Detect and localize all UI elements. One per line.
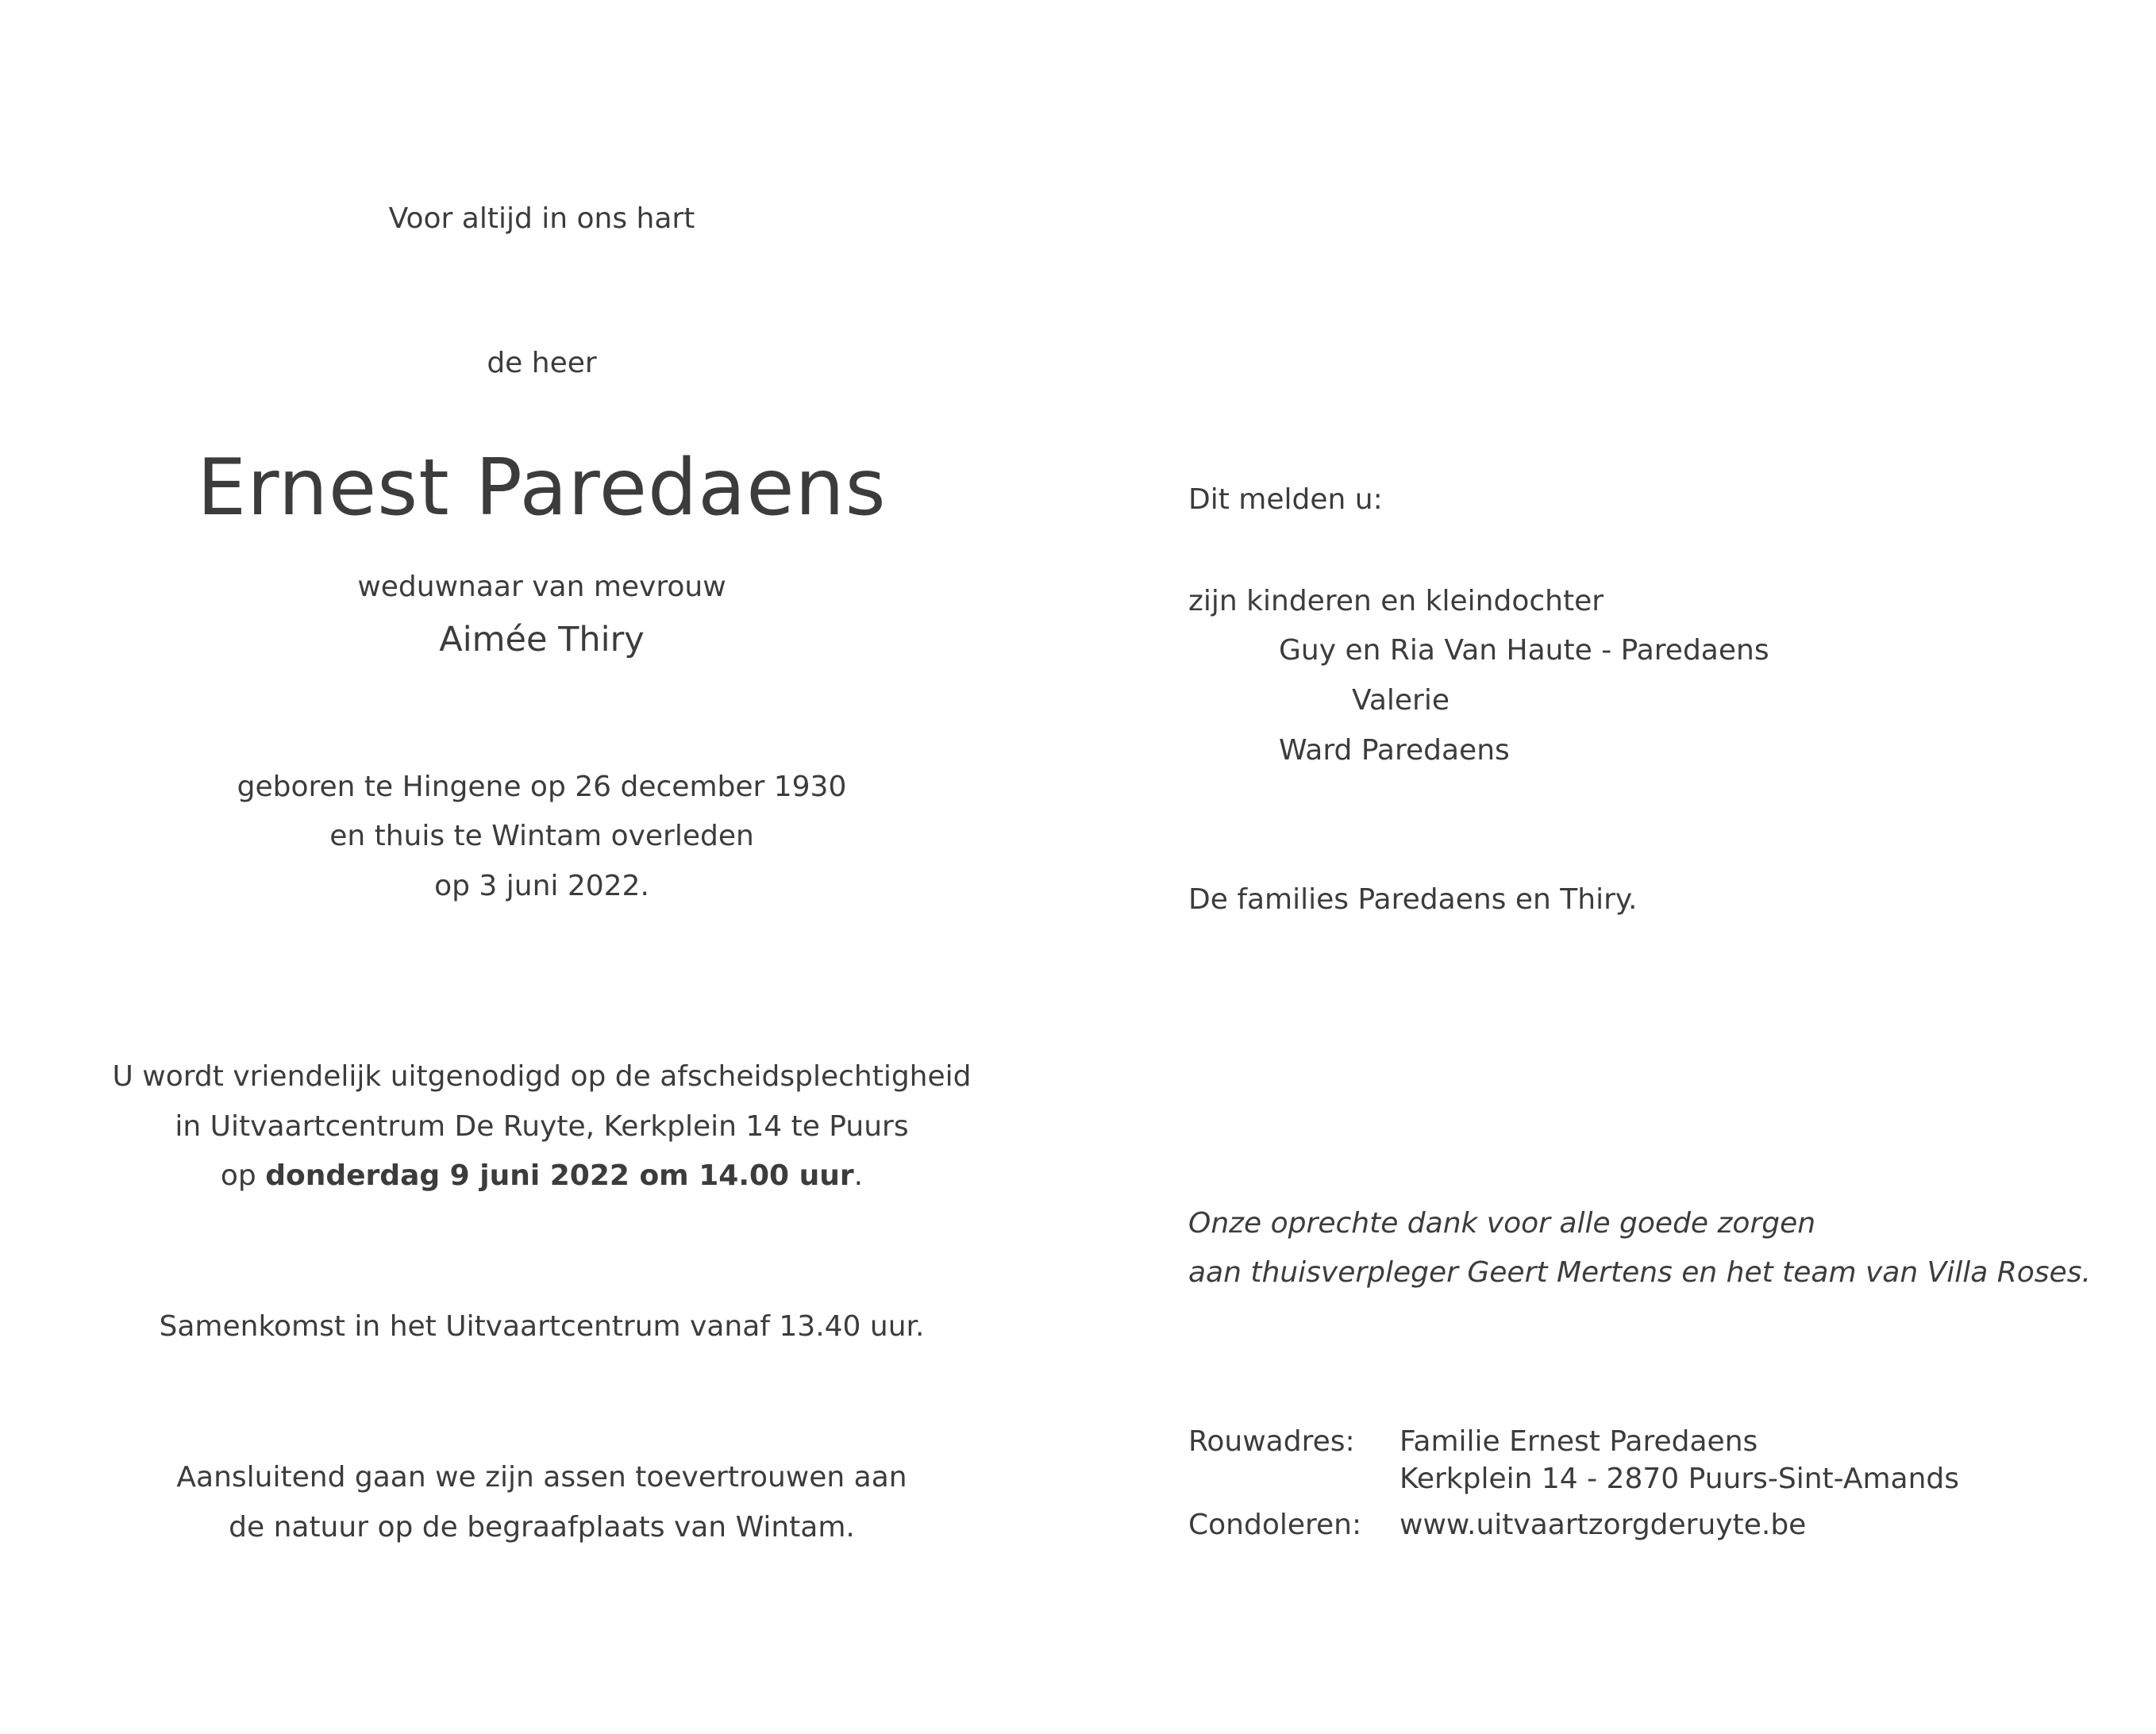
invite-datetime: donderdag 9 juni 2022 om 14.00 uur — [265, 1159, 854, 1192]
condolence-link[interactable]: www.uitvaartzorgderuyte.be — [1399, 1509, 1807, 1541]
motto: Voor altijd in ons hart — [388, 202, 695, 235]
born-line: geboren te Hingene op 26 december 1930 — [237, 771, 847, 803]
address-line-2: Kerkplein 14 - 2870 Puurs-Sint-Amands — [1399, 1463, 1960, 1495]
widower-line: weduwnaar van mevrouw — [357, 571, 726, 603]
address-line-1: Familie Ernest Paredaens — [1399, 1425, 1758, 1458]
spouse-name: Aimée Thiry — [439, 620, 645, 659]
thanks-line-2: aan thuisverpleger Geert Mertens en het team van Villa Roses. — [1188, 1256, 2091, 1289]
death-date-line: op 3 juni 2022. — [434, 870, 649, 902]
invite-line-1: U wordt vriendelijk uitgenodigd op de afscheidsplechtigheid — [112, 1060, 972, 1093]
condolence-label: Condoleren: — [1188, 1509, 1362, 1541]
died-line: en thuis te Wintam overleden — [329, 820, 754, 852]
thanks-line-1: Onze oprechte dank voor alle goede zorgen — [1188, 1207, 1816, 1240]
family-member: Guy en Ria Van Haute - Paredaens — [1279, 634, 1769, 667]
family-member: Valerie — [1352, 684, 1450, 717]
invite-suffix: . — [853, 1159, 864, 1192]
families-line: De families Paredaens en Thiry. — [1188, 883, 1638, 916]
gathering-line: Samenkomst in het Uitvaartcentrum vanaf 13.40 uur. — [159, 1310, 925, 1343]
announce-line: Dit melden u: — [1188, 483, 1383, 516]
invite-prefix: op — [220, 1159, 256, 1192]
family-heading: zijn kinderen en kleindochter — [1188, 585, 1604, 617]
ashes-line-2: de natuur op de begraafplaats van Wintam. — [229, 1511, 855, 1544]
ashes-line-1: Aansluitend gaan we zijn assen toevertrouwen aan — [176, 1461, 907, 1494]
address-label: Rouwadres: — [1188, 1425, 1355, 1458]
invite-line-2: in Uitvaartcentrum De Ruyte, Kerkplein 14 te Puurs — [175, 1110, 909, 1143]
deceased-name: Ernest Paredaens — [197, 443, 887, 533]
invite-line-3 — [0, 1159, 1084, 1194]
honorific: de heer — [487, 347, 597, 379]
family-member: Ward Paredaens — [1279, 734, 1510, 767]
